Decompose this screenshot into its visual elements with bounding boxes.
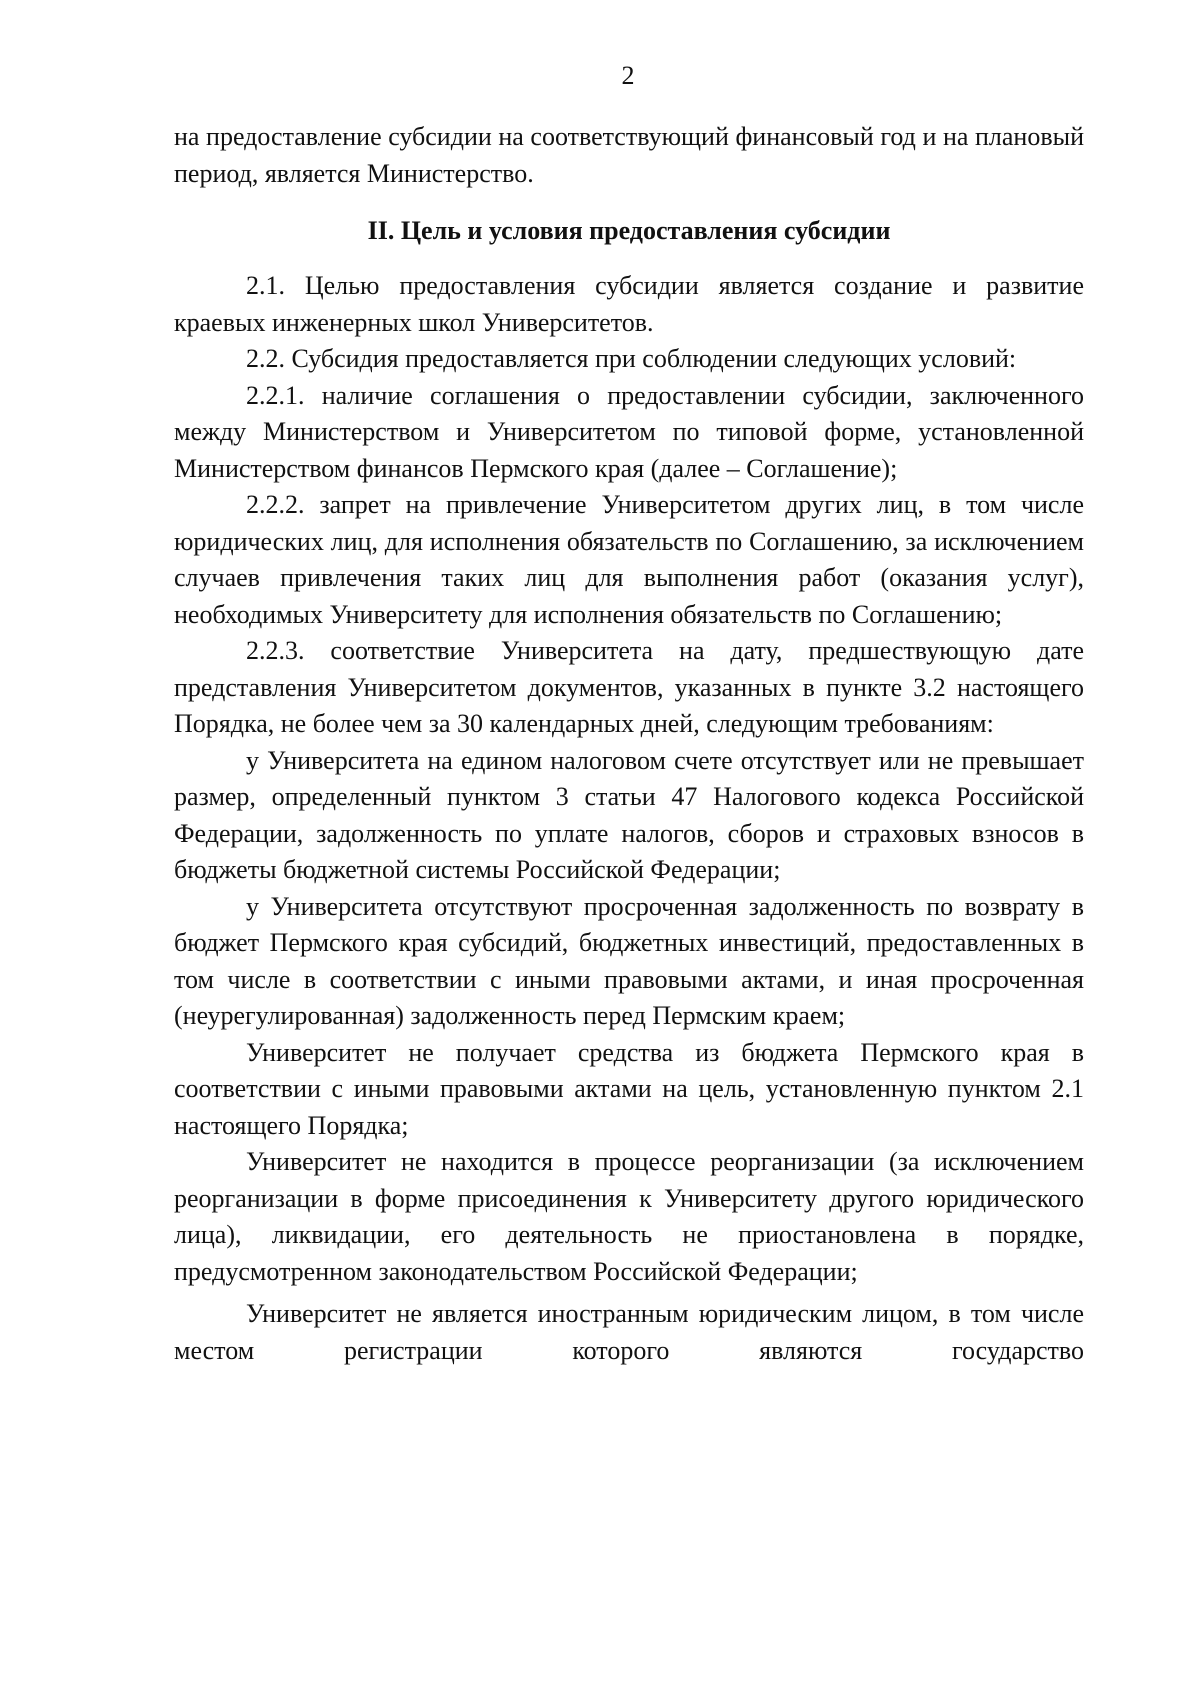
requirement-no-reorganization: Университет не находится в процессе реорганизации (за исключением реорганизации в форме присоединения к Университету другого юридического лица), ликвидации, его деятельность не приостановлена в порядке, предусмотренном законодательством Российской Федерации;	[174, 1147, 1084, 1286]
paragraph-2-1: 2.1. Целью предоставления субсидии является создание и развитие краевых инженерных школ Университетов.	[174, 271, 1084, 337]
section-heading: II. Цель и условия предоставления субсидии	[367, 216, 891, 245]
paragraph-2-2-3: 2.2.3. соответствие Университета на дату, предшествующую дате представления Университетом документов, указанных в пункте 3.2 настоящего Порядка, не более чем за 30 календарных дней, следующим требованиям:	[174, 636, 1084, 738]
paragraph-2-2: 2.2. Субсидия предоставляется при соблюдении следующих условий:	[246, 344, 1017, 373]
requirement-tax-debt: у Университета на едином налоговом счете отсутствует или не превышает размер, определенный пунктом 3 статьи 47 Налогового кодекса Российской Федерации, задолженность по уплате налогов, сборов и страховых взносов в бюджеты бюджетной системы Российской Федерации;	[174, 745, 1084, 884]
requirement-not-foreign: Университет не является иностранным юридическим лицом, в том числе местом регистрации которого являются государство	[174, 1299, 1084, 1365]
requirement-no-other-funds: Университет не получает средства из бюджета Пермского края в соответствии с иными правовыми актами на цель, установленную пунктом 2.1 настоящего Порядка;	[174, 1037, 1084, 1140]
requirement-overdue-debt: у Университета отсутствуют просроченная задолженность по возврату в бюджет Пермского края субсидий, бюджетных инвестиций, предоставленных в том числе в соответствии с иными правовыми актами, и иная просроченная (неурегулированная) задолженность перед Пермским краем;	[174, 891, 1084, 1030]
page-number: 2	[621, 61, 635, 90]
paragraph-2-2-1: 2.2.1. наличие соглашения о предоставлении субсидии, заключенного между Министерством и Университетом по типовой форме, установленной Министерством финансов Пермского края (далее – Соглашение);	[174, 380, 1084, 483]
document-body	[174, 119, 1084, 1369]
intro-paragraph: на предоставление субсидии на соответствующий финансовый год и на плановый период, является Министерство.	[174, 122, 1084, 188]
paragraph-2-2-2: 2.2.2. запрет на привлечение Университетом других лиц, в том числе юридических лиц, для исполнения обязательств по Соглашению, за исключением случаев привлечения таких лиц для выполнения работ (оказания услуг), необходимых Университету для исполнения обязательств по Соглашению;	[174, 490, 1084, 629]
